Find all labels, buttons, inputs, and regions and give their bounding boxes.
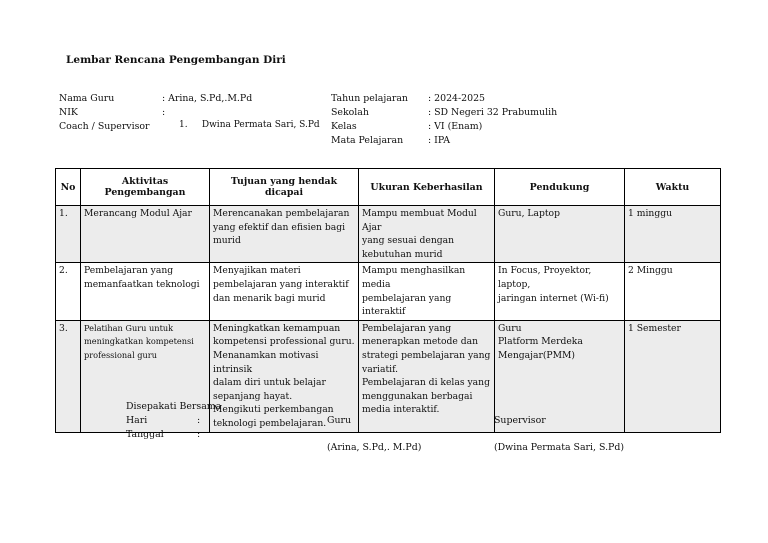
header-ukuran: Ukuran Keberhasilan <box>359 169 495 206</box>
header-tujuan: Tujuan yang hendak dicapai <box>210 169 359 206</box>
colon-hari: : <box>197 415 201 426</box>
cell-waktu: 1 Semester <box>625 320 721 432</box>
header-pendukung: Pendukung <box>495 169 625 206</box>
value-nama-guru: : Arina, S.Pd,.M.Pd <box>162 93 253 104</box>
cell-pendukung: Guru Platform Merdeka Mengajar(PMM) <box>495 320 625 432</box>
label-sekolah: Sekolah <box>331 107 369 118</box>
cell-aktivitas: Pembelajaran yang memanfaatkan teknologi <box>81 263 210 320</box>
value-nik: : <box>162 107 166 118</box>
value-mapel: : IPA <box>428 135 451 146</box>
header-aktivitas: Aktivitas Pengembangan <box>81 169 210 206</box>
agreed-heading: Disepakati Bersama <box>126 401 222 412</box>
value-kelas: : VI (Enam) <box>428 121 483 132</box>
cell-aktivitas: Pelatihan Guru untuk meningkatkan kompetensi professional guru <box>81 320 210 432</box>
cell-no: 2. <box>56 263 81 320</box>
value-coach: 1. Dwina Permata Sari, S.Pd <box>179 120 320 130</box>
cell-ukuran: Mampu menghasilkan media pembelajaran yang interaktif <box>359 263 495 320</box>
signature-name-guru: (Arina, S.Pd,. M.Pd) <box>327 442 422 453</box>
header-waktu: Waktu <box>625 169 721 206</box>
label-mapel: Mata Pelajaran <box>331 135 404 146</box>
signature-label-supervisor: Supervisor <box>494 415 546 426</box>
label-tanggal: Tanggal <box>126 429 164 440</box>
label-nama-guru: Nama Guru <box>59 93 115 104</box>
value-sekolah: : SD Negeri 32 Prabumulih <box>428 107 558 118</box>
table-row <box>56 263 721 320</box>
label-coach: Coach / Supervisor <box>59 121 150 132</box>
cell-aktivitas: Merancang Modul Ajar <box>81 206 210 263</box>
cell-no: 3. <box>56 320 81 432</box>
label-hari: Hari <box>126 415 148 426</box>
cell-waktu: 2 Minggu <box>625 263 721 320</box>
table-row <box>56 320 721 432</box>
document-title: Lembar Rencana Pengembangan Diri <box>66 54 286 66</box>
cell-waktu: 1 minggu <box>625 206 721 263</box>
label-kelas: Kelas <box>331 121 357 132</box>
signature-name-supervisor: (Dwina Permata Sari, S.Pd) <box>494 442 625 453</box>
cell-pendukung: In Focus, Proyektor, laptop, jaringan internet (Wi-fi) <box>495 263 625 320</box>
table-header-row <box>56 169 721 206</box>
label-tahun: Tahun pelajaran <box>331 93 408 104</box>
header-no: No <box>56 169 81 206</box>
cell-no: 1. <box>56 206 81 263</box>
colon-tanggal: : <box>197 429 201 440</box>
cell-tujuan: Meningkatkan kemampuan kompetensi professional guru. Menanamkan motivasi intrinsik dalam diri untuk belajar sepanjang hayat. Mengikuti perkembangan teknologi pembelajaran. <box>210 320 359 432</box>
table-row <box>56 206 721 263</box>
signature-label-guru: Guru <box>327 415 352 426</box>
development-plan-table <box>55 168 721 433</box>
cell-pendukung: Guru, Laptop <box>495 206 625 263</box>
cell-ukuran: Mampu membuat Modul Ajar yang sesuai dengan kebutuhan murid <box>359 206 495 263</box>
cell-tujuan: Menyajikan materi pembelajaran yang interaktif dan menarik bagi murid <box>210 263 359 320</box>
cell-tujuan: Merencanakan pembelajaran yang efektif dan efisien bagi murid <box>210 206 359 263</box>
label-nik: NIK <box>59 107 78 118</box>
cell-ukuran: Pembelajaran yang menerapkan metode dan strategi pembelajaran yang variatif. Pembelajaran di kelas yang menggunakan berbagai media interaktif. <box>359 320 495 432</box>
value-tahun: : 2024-2025 <box>428 93 486 104</box>
